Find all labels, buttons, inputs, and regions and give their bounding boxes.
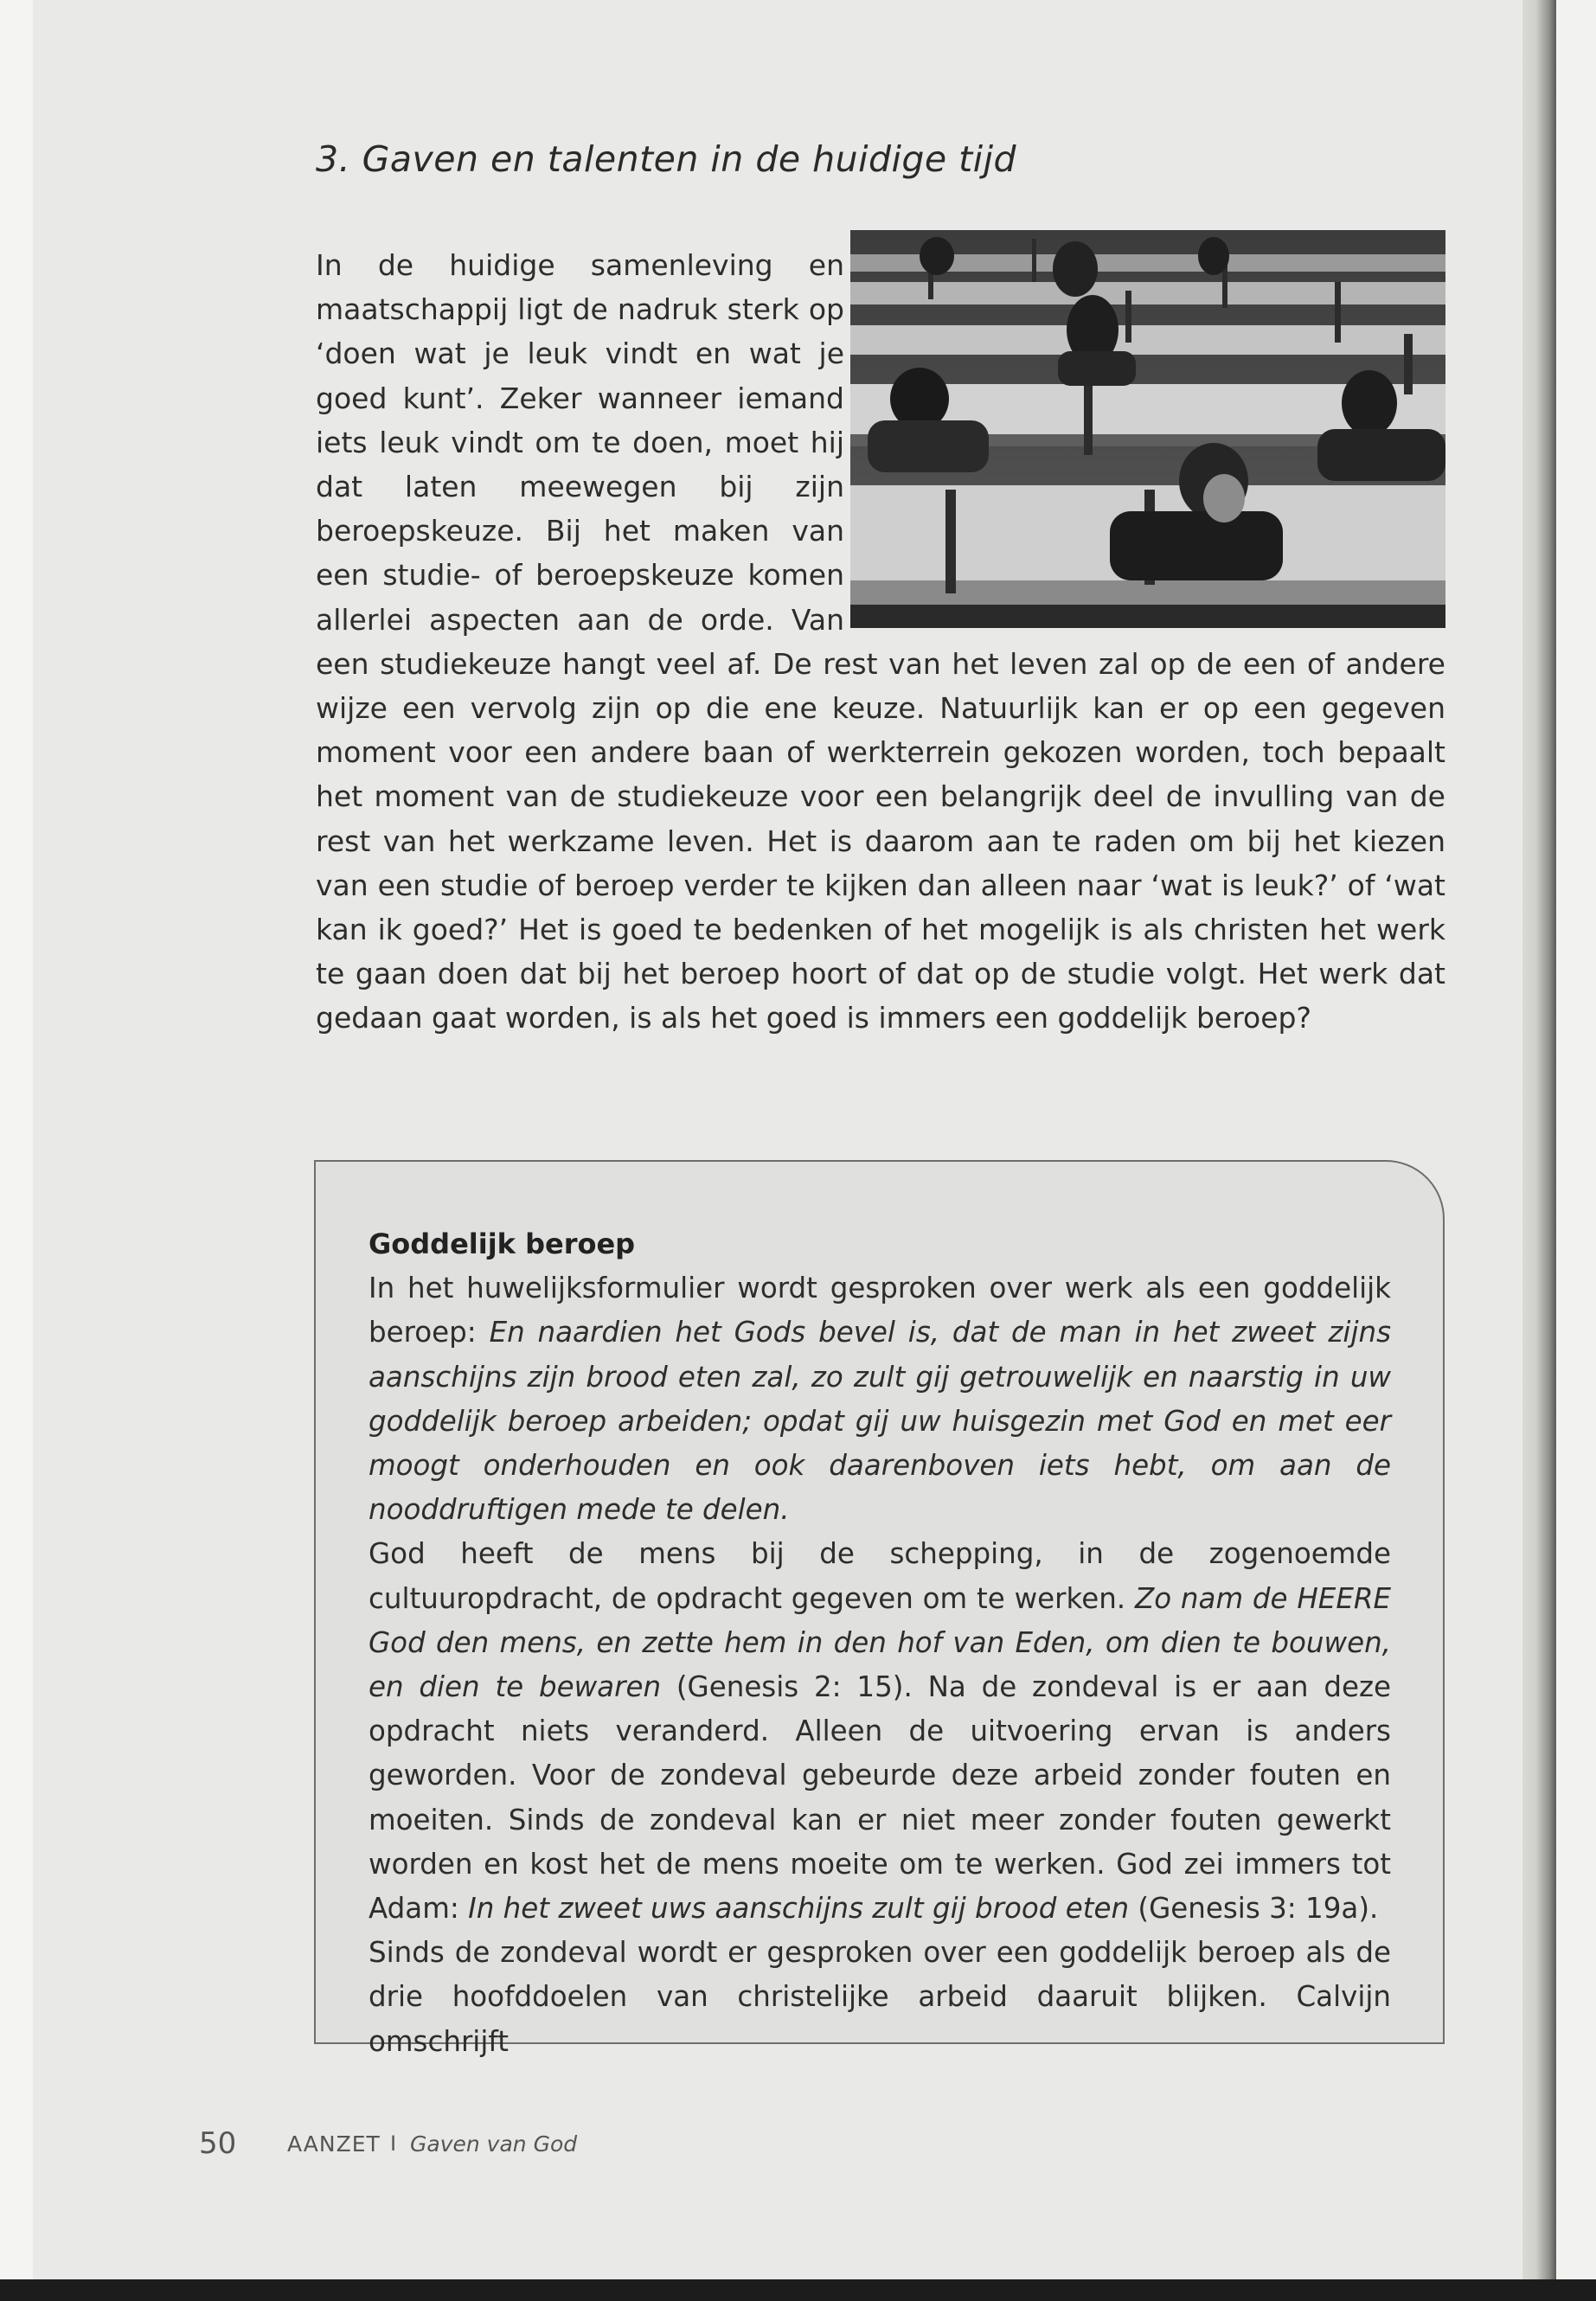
box-p2-rest: (Genesis 2: 15). Na de zondeval is er aan deze opdracht niets veranderd. Alleen de uitvoering ervan is anders geworden. Voor de zondeval gebeurde deze arbeid zonder fouten en moeiten. Sinds de zondeval kan er niet meer zonder fouten gewerkt worden en kost het de mens moeite om te werken. God zei immers tot Adam: <box>369 1670 1391 1926</box>
book-title: AANZET <box>287 2131 381 2157</box>
page-number: 50 <box>199 2126 237 2161</box>
photo-space <box>844 230 1445 628</box>
box-paragraph-1 <box>369 1266 1391 1532</box>
box-title: Goddelijk beroep <box>369 1227 636 1260</box>
box-paragraph-3: Sinds de zondeval wordt er gesproken over een goddelijk beroep als de drie hoofddoelen van christelijke arbeid daaruit blijken. Calvijn omschrijft <box>369 1936 1391 2058</box>
box-p1-quote: En naardien het Gods bevel is, dat de man in het zweet zijns aanschijns zijn brood eten zal, zo zult gij getrouwelijk en naarstig in uw goddelijk beroep arbeiden; opdat gij uw huisgezin met God en met eer moogt onderhouden en ook daarenboven iets hebt, om aan de nooddruftigen mede te delen. <box>369 1316 1391 1527</box>
main-paragraph-text: In de huidige samenleving en maatschappij ligt de nadruk sterk op ‘doen wat je leuk vindt en wat je goed kunt’. Zeker wanneer iemand iets leuk vindt om te doen, moet hij dat laten meewegen bij zijn beroepskeuze. Bij het maken van een studie- of beroepskeuze komen allerlei aspecten aan de orde. Van een studiekeuze hangt veel af. De rest van het leven zal op de een of andere wijze een vervolg zijn op die ene keuze. Natuurlijk kan er op een gegeven moment voor een andere baan of werkterrein gekozen worden, toch bepaalt het moment van de studiekeuze voor een belangrijk deel de invulling van de rest van het werkzame leven. Het is daarom aan te raden om bij het kiezen van een studie of beroep verder te kijken dan alleen naar ‘wat is leuk?’ of ‘wat kan ik goed?’ Het is goed te bedenken of het mogelijk is als christen het werk te gaan doen dat bij het beroep hoort of dat op de studie volgt. Het werk dat gedaan gaat worden, is als het goed is immers een goddelijk beroep? <box>316 248 1445 1035</box>
page-bottom-edge <box>0 2279 1596 2301</box>
box-p2-quote2: In het zweet uws aanschijns zult gij brood eten <box>468 1892 1130 1926</box>
page-margin-left <box>0 0 33 2301</box>
box-p2-quote: Zo nam de HEERE God den mens, en zette hem in den hof van Eden, om dien te bouwen, en dien te bewaren <box>369 1581 1391 1704</box>
box-p2-end: (Genesis 3: 19a). <box>1129 1892 1379 1926</box>
book-spine-shadow <box>1522 0 1556 2301</box>
chapter-title: Gaven van God <box>410 2131 578 2157</box>
section-heading: 3. Gaven en talenten in de huidige tijd <box>316 138 1017 180</box>
box-p1-intro: In het huwelijksformulier wordt gesproken over werk als een goddelijk beroep: <box>369 1272 1391 1349</box>
footer-separator: I <box>390 2131 397 2156</box>
box-p2-intro: God heeft de mens bij de schepping, in de zogenoemde cultuuropdracht, de opdracht gegeven om te werken. <box>369 1537 1391 1615</box>
main-paragraph <box>316 243 1445 1041</box>
box-paragraph-2 <box>369 1532 1391 1931</box>
page-margin-right <box>1556 0 1596 2301</box>
info-box-goddelijk-beroep <box>314 1160 1445 2058</box>
